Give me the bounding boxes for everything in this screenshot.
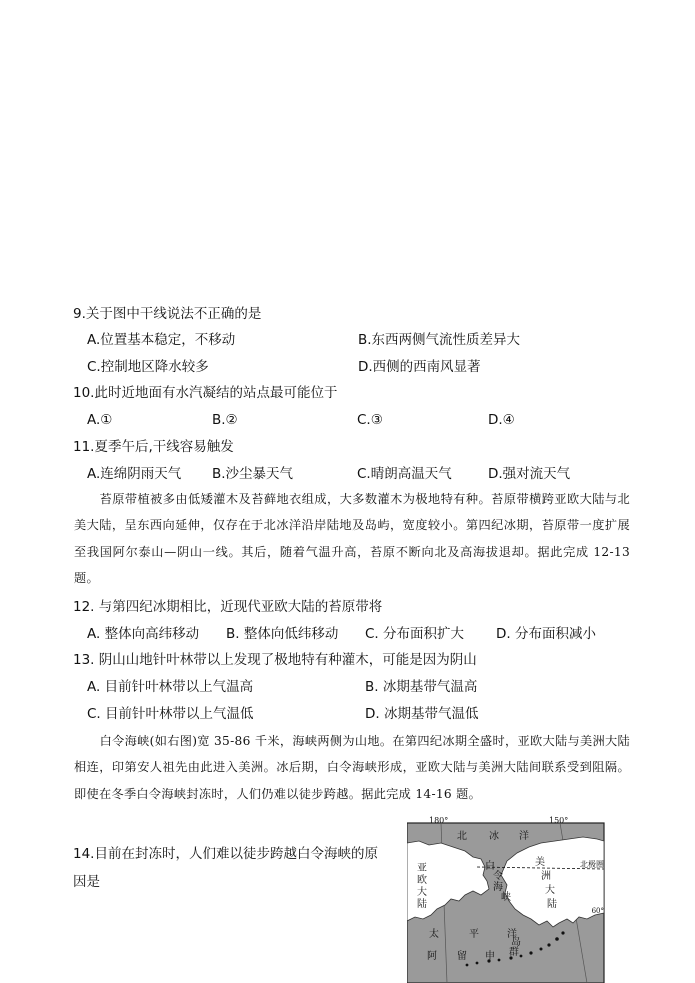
map-label-america-4: 陆 — [547, 899, 557, 910]
map-label-arctic-2: 冰 — [489, 831, 499, 842]
q11-option-d: D.强对流天气 — [488, 466, 571, 482]
q14-stem-line2: 因是 — [73, 874, 100, 890]
q9-option-a: A.位置基本稳定，不移动 — [87, 332, 236, 348]
map-label-strait-2: 令 — [493, 871, 503, 882]
q12-stem: 12. 与第四纪冰期相比，近现代亚欧大陆的苔原带将 — [73, 599, 383, 615]
q9-stem: 9.关于图中干线说法不正确的是 — [73, 306, 262, 322]
map-label-america-3: 大 — [545, 885, 555, 896]
map-label-pacific-3: 洋 — [507, 929, 517, 940]
map-label-eurasia-4: 陆 — [417, 899, 427, 910]
q13-option-c: C. 目前针叶林带以上气温低 — [87, 706, 254, 722]
q14-stem-line1: 14.目前在封冻时，人们难以徒步跨越白令海峡的原 — [73, 846, 378, 862]
map-label-eurasia-1: 亚 — [417, 863, 427, 874]
q12-option-d: D. 分布面积减小 — [496, 626, 596, 642]
map-label-strait-3: 海 — [493, 882, 503, 893]
q10-option-a: A.① — [87, 412, 113, 428]
q13-option-d: D. 冰期基带气温低 — [365, 706, 479, 722]
q9-option-c: C.控制地区降水较多 — [87, 359, 209, 375]
q12-option-a: A. 整体向高纬移动 — [87, 626, 200, 642]
q11-option-a: A.连绵阴雨天气 — [87, 466, 182, 482]
q9-option-b: B.东西两侧气流性质差异大 — [358, 332, 521, 348]
q12-option-b: B. 整体向低纬移动 — [226, 626, 339, 642]
map-lat-60: 60° — [591, 907, 604, 915]
q10-option-d: D.④ — [488, 412, 515, 428]
passage-bering-text: 白令海峡(如右图)宽 35-86 千米，海峡两侧为山地。在第四纪冰期全盛时，亚欧大陆与美洲大陆相连，印第安人祖先由此进入美洲。冰后期，白令海峡形成，亚欧大陆与美洲大陆间联系受到阻隔。即使在冬季白令海峡封冻时，人们仍难以徒步跨越。据此完成 14-16 题。 — [74, 734, 630, 801]
q11-option-c: C.晴朗高温天气 — [357, 466, 452, 482]
map-label-aleutian-3: 申 — [485, 951, 495, 962]
q10-stem: 10.此时近地面有水汽凝结的站点最可能位于 — [73, 385, 338, 401]
map-label-america-1: 美 — [535, 857, 545, 868]
map-label-aleutian-4: 群 — [509, 947, 519, 958]
map-lon-left: 180° — [429, 816, 449, 825]
map-label-strait-1: 白 — [485, 861, 495, 872]
q13-option-a: A. 目前针叶林带以上气温高 — [87, 679, 254, 695]
map-label-aleutian-2: 留 — [457, 951, 467, 962]
map-label-pacific-2: 平 — [469, 929, 479, 940]
q10-option-c: C.③ — [357, 412, 383, 428]
bering-strait-map — [407, 815, 605, 983]
map-arctic-circle-label: 北极圈 — [580, 860, 604, 869]
q10-option-b: B.② — [212, 412, 238, 428]
map-label-strait-4: 峡 — [501, 892, 511, 903]
map-label-arctic-1: 北 — [457, 831, 467, 842]
map-label-america-2: 洲 — [541, 871, 551, 882]
map-lon-right: 150° — [549, 816, 569, 825]
passage-tundra-text: 苔原带植被多由低矮灌木及苔藓地衣组成，大多数灌木为极地特有种。苔原带横跨亚欧大陆与北美大陆，呈东西向延伸，仅存在于北冰洋沿岸陆地及岛屿，宽度较小。第四纪冰期，苔原带一度扩展至我国阿尔泰山—阴山一线。其后，随着气温升高，苔原不断向北及高海拔退却。据此完成 12-13 题。 — [74, 492, 630, 586]
q11-stem: 11.夏季午后,干线容易触发 — [73, 439, 234, 455]
map-label-eurasia-2: 欧 — [417, 875, 427, 886]
q13-option-b: B. 冰期基带气温高 — [365, 679, 478, 695]
map-label-aleutian-1: 阿 — [427, 951, 437, 962]
map-label-eurasia-3: 大 — [417, 887, 427, 898]
passage-bering — [74, 728, 630, 807]
q9-option-d: D.西侧的西南风显著 — [358, 359, 481, 375]
q13-stem: 13. 阴山山地针叶林带以上发现了极地特有种灌木，可能是因为阴山 — [73, 652, 477, 668]
map-label-pacific-1: 太 — [429, 929, 439, 940]
q11-option-b: B.沙尘暴天气 — [212, 466, 294, 482]
map-label-arctic-3: 洋 — [519, 831, 529, 842]
passage-tundra — [74, 486, 630, 592]
map-label-aleutian-5: 岛 — [511, 937, 521, 948]
q12-option-c: C. 分布面积扩大 — [365, 626, 465, 642]
